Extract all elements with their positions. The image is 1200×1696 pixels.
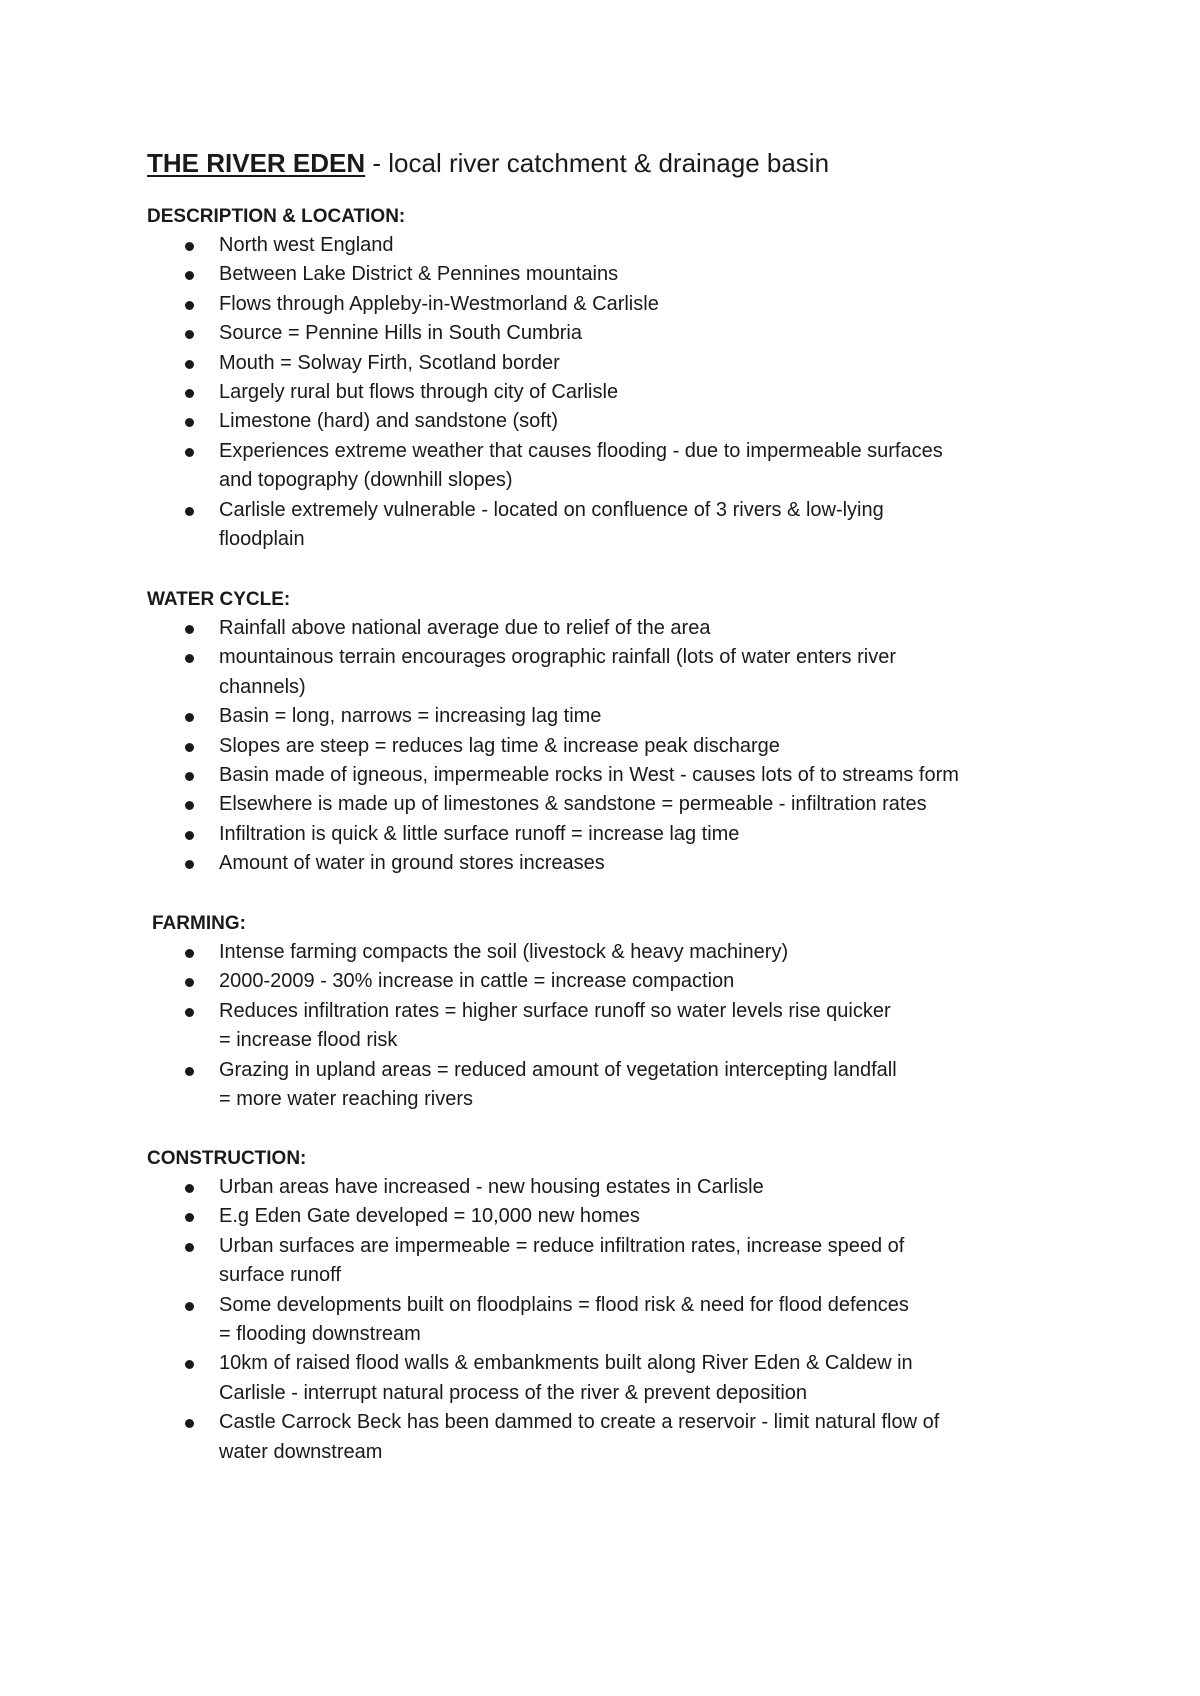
- section-heading: CONSTRUCTION:: [147, 1148, 307, 1169]
- list-item: [147, 702, 1077, 731]
- bullet-icon: [185, 418, 194, 427]
- list-item: [147, 643, 1077, 702]
- bullet-icon: [185, 507, 194, 516]
- section-water-cycle: [147, 585, 1077, 879]
- list-item: [147, 290, 1077, 319]
- list-item-text: Infiltration is quick & little surface runoff = increase lag time: [219, 822, 740, 845]
- list-item-text: Grazing in upland areas = reduced amount of vegetation intercepting landfall: [219, 1058, 897, 1081]
- bullet-icon: [185, 713, 194, 722]
- list-item: [147, 407, 1077, 436]
- bullet-list: [147, 231, 1077, 554]
- list-item: [147, 614, 1077, 643]
- list-item-text: water downstream: [219, 1440, 383, 1463]
- list-item-text: North west England: [219, 234, 394, 256]
- list-item: [147, 967, 1077, 996]
- bullet-icon: [185, 242, 194, 251]
- list-item-text: Mouth = Solway Firth, Scotland border: [219, 351, 560, 374]
- bullet-icon: [185, 625, 194, 634]
- list-item-text: Urban surfaces are impermeable = reduce infiltration rates, increase speed of: [219, 1234, 905, 1257]
- page-title: [147, 146, 829, 180]
- bullet-icon: [185, 654, 194, 663]
- bullet-icon: [185, 301, 194, 310]
- list-item-text: 2000-2009 - 30% increase in cattle = increase compaction: [219, 970, 735, 993]
- bullet-icon: [185, 360, 194, 369]
- bullet-icon: [185, 1008, 194, 1017]
- list-item-text: Castle Carrock Beck has been dammed to create a reservoir - limit natural flow of: [219, 1411, 940, 1434]
- section-heading: WATER CYCLE:: [147, 589, 291, 610]
- list-item-text: channels): [219, 675, 306, 698]
- list-item: [147, 820, 1077, 849]
- list-item-text: Carlisle - interrupt natural process of the river & prevent deposition: [219, 1381, 808, 1404]
- bullet-icon: [185, 1067, 194, 1076]
- title-river-name: THE RIVER EDEN: [147, 148, 366, 178]
- bullet-icon: [185, 831, 194, 840]
- list-item-text: Basin made of igneous, impermeable rocks in West - causes lots of to streams form: [219, 764, 959, 787]
- list-item: [147, 849, 1077, 878]
- bullet-icon: [185, 860, 194, 869]
- list-item: [147, 378, 1077, 407]
- list-item: [147, 732, 1077, 761]
- title-subtitle: - local river catchment & drainage basin: [365, 148, 830, 178]
- section-description-location: [147, 202, 1077, 554]
- list-item-text: and topography (downhill slopes): [219, 469, 513, 492]
- list-item-text: Rainfall above national average due to relief of the area: [219, 617, 711, 639]
- section-construction: [147, 1144, 1077, 1467]
- section-heading: FARMING:: [152, 913, 246, 934]
- list-item-text: Elsewhere is made up of limestones & sandstone = permeable - infiltration rates: [219, 793, 927, 816]
- bullet-icon: [185, 1213, 194, 1222]
- bullet-icon: [185, 772, 194, 781]
- list-item-text: Carlisle extremely vulnerable - located on confluence of 3 rivers & low-lying: [219, 498, 884, 521]
- bullet-icon: [185, 949, 194, 958]
- list-item-text: = flooding downstream: [219, 1323, 421, 1346]
- list-item-text: Flows through Appleby-in-Westmorland & Carlisle: [219, 292, 659, 315]
- list-item: [147, 761, 1077, 790]
- list-item: [147, 231, 1077, 260]
- bullet-icon: [185, 978, 194, 987]
- list-item-text: = more water reaching rivers: [219, 1088, 473, 1111]
- list-item: [147, 437, 1077, 496]
- list-item: [147, 1202, 1077, 1231]
- list-item: [147, 997, 1077, 1056]
- bullet-list: [147, 938, 1077, 1114]
- bullet-list: [147, 614, 1077, 879]
- list-item: [147, 349, 1077, 378]
- list-item: [147, 1291, 1077, 1350]
- list-item-text: Some developments built on floodplains = flood risk & need for flood defences: [219, 1293, 909, 1316]
- list-item: [147, 1408, 1077, 1467]
- list-item-text: 10km of raised flood walls & embankments built along River Eden & Caldew in: [219, 1352, 913, 1375]
- list-item-text: Limestone (hard) and sandstone (soft): [219, 410, 559, 433]
- list-item-text: Largely rural but flows through city of Carlisle: [219, 381, 619, 404]
- list-item-text: Basin = long, narrows = increasing lag time: [219, 705, 602, 728]
- list-item-text: Source = Pennine Hills in South Cumbria: [219, 322, 582, 345]
- list-item: [147, 790, 1077, 819]
- list-item: [147, 319, 1077, 348]
- bullet-icon: [185, 1419, 194, 1428]
- list-item-text: mountainous terrain encourages orographic rainfall (lots of water enters river: [219, 646, 897, 669]
- list-item-text: E.g Eden Gate developed = 10,000 new homes: [219, 1205, 640, 1228]
- list-item: [147, 260, 1077, 289]
- bullet-icon: [185, 330, 194, 339]
- bullet-icon: [185, 1302, 194, 1311]
- list-item-text: Between Lake District & Pennines mountains: [219, 263, 619, 286]
- list-item: [147, 1232, 1077, 1291]
- list-item-text: Reduces infiltration rates = higher surface runoff so water levels rise quicker: [219, 999, 891, 1022]
- bullet-icon: [185, 1243, 194, 1252]
- list-item-text: Intense farming compacts the soil (livestock & heavy machinery): [219, 941, 789, 963]
- section-heading: DESCRIPTION & LOCATION:: [147, 206, 406, 227]
- bullet-list: [147, 1173, 1077, 1467]
- list-item-text: Urban areas have increased - new housing estates in Carlisle: [219, 1176, 764, 1198]
- bullet-icon: [185, 271, 194, 280]
- bullet-icon: [185, 1184, 194, 1193]
- bullet-icon: [185, 389, 194, 398]
- list-item-text: surface runoff: [219, 1264, 341, 1287]
- list-item-text: Amount of water in ground stores increases: [219, 852, 605, 875]
- bullet-icon: [185, 448, 194, 457]
- list-item-text: Slopes are steep = reduces lag time & increase peak discharge: [219, 734, 780, 757]
- list-item: [147, 1056, 1077, 1115]
- list-item-text: = increase flood risk: [219, 1029, 398, 1052]
- bullet-icon: [185, 743, 194, 752]
- section-farming: [147, 909, 1077, 1114]
- list-item: [147, 1349, 1077, 1408]
- list-item-text: floodplain: [219, 528, 305, 551]
- list-item: [147, 1173, 1077, 1202]
- bullet-icon: [185, 801, 194, 810]
- list-item-text: Experiences extreme weather that causes flooding - due to impermeable surfaces: [219, 439, 943, 462]
- bullet-icon: [185, 1360, 194, 1369]
- list-item: [147, 496, 1077, 555]
- list-item: [147, 938, 1077, 967]
